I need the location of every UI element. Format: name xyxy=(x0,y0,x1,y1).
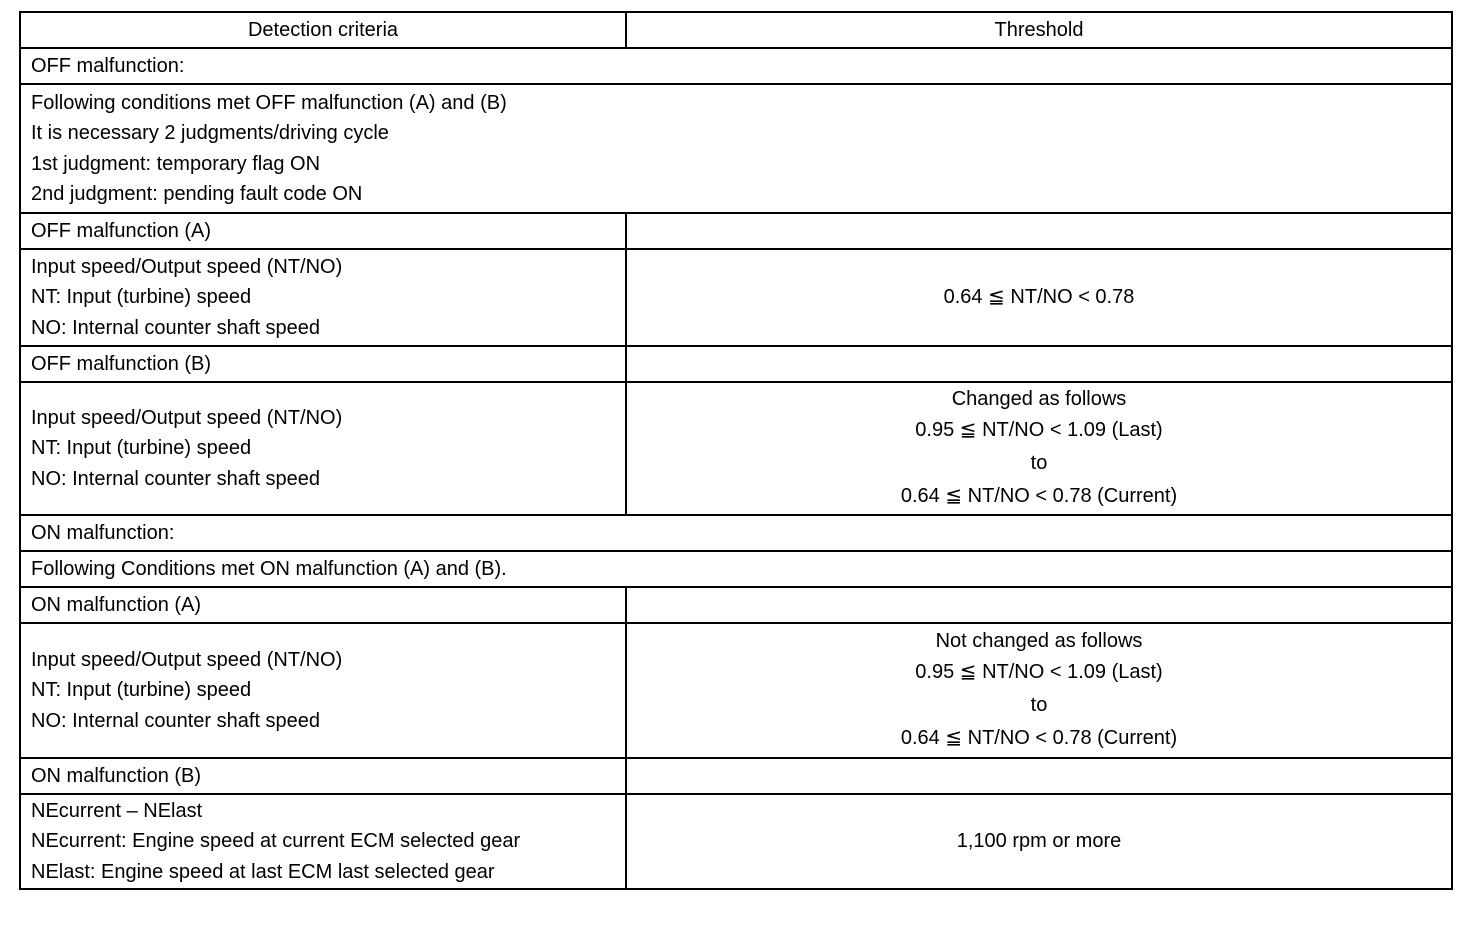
threshold-line: 0.95 ≦ NT/NO < 1.09 (Last) xyxy=(915,661,1163,683)
detection-criteria-table xyxy=(19,11,1453,890)
on-malfunction-section-row xyxy=(20,515,1452,551)
off-b-criteria xyxy=(20,382,626,515)
criteria-line: NEcurrent: Engine speed at current ECM selected gear xyxy=(31,830,521,853)
on-conditions-row xyxy=(20,551,1452,587)
off-b-title-blank xyxy=(626,346,1452,382)
on-a-title-row xyxy=(20,587,1452,623)
off-b-title-row xyxy=(20,346,1452,382)
threshold-line: Changed as follows xyxy=(951,388,1127,410)
criteria-line: NElast: Engine speed at last ECM last selected gear xyxy=(31,860,495,883)
on-conditions: Following Conditions met ON malfunction (A) and (B). xyxy=(20,551,1452,587)
on-malfunction-title: ON malfunction: xyxy=(20,515,1452,551)
threshold-line: to xyxy=(1030,452,1048,474)
criteria-line: NEcurrent – NElast xyxy=(31,799,203,822)
off-malfunction-title: OFF malfunction: xyxy=(20,48,1452,84)
threshold-line: Not changed as follows xyxy=(935,630,1143,652)
threshold-line: 0.64 ≦ NT/NO < 0.78 xyxy=(943,286,1135,308)
off-condition-line: It is necessary 2 judgments/driving cycle xyxy=(31,122,389,144)
criteria-line: Input speed/Output speed (NT/NO) xyxy=(31,406,343,429)
criteria-line: NT: Input (turbine) speed xyxy=(31,679,252,702)
on-a-title: ON malfunction (A) xyxy=(20,587,626,623)
threshold-line: 0.64 ≦ NT/NO < 0.78 (Current) xyxy=(900,727,1178,749)
on-b-title-row xyxy=(20,758,1452,794)
criteria-line: Input speed/Output speed (NT/NO) xyxy=(31,255,343,278)
on-a-threshold xyxy=(626,623,1452,758)
off-a-title-blank xyxy=(626,213,1452,249)
on-a-title-blank xyxy=(626,587,1452,623)
on-b-row xyxy=(20,794,1452,889)
on-b-criteria xyxy=(20,794,626,889)
off-b-row xyxy=(20,382,1452,515)
criteria-line: NO: Internal counter shaft speed xyxy=(31,709,321,732)
on-b-title-blank xyxy=(626,758,1452,794)
off-a-row xyxy=(20,249,1452,346)
off-a-title-row xyxy=(20,213,1452,249)
off-b-title: OFF malfunction (B) xyxy=(20,346,626,382)
off-a-threshold xyxy=(626,249,1452,346)
on-b-threshold xyxy=(626,794,1452,889)
threshold-line: 1,100 rpm or more xyxy=(956,830,1122,852)
off-a-title: OFF malfunction (A) xyxy=(20,213,626,249)
criteria-line: Input speed/Output speed (NT/NO) xyxy=(31,648,343,671)
threshold-line: 0.64 ≦ NT/NO < 0.78 (Current) xyxy=(900,485,1178,507)
off-malfunction-section-row xyxy=(20,48,1452,84)
criteria-line: NT: Input (turbine) speed xyxy=(31,437,252,460)
off-condition-line: 2nd judgment: pending fault code ON xyxy=(31,183,363,205)
on-a-criteria xyxy=(20,623,626,758)
header-threshold: Threshold xyxy=(626,12,1452,48)
off-condition-line: 1st judgment: temporary flag ON xyxy=(31,152,321,175)
criteria-line: NO: Internal counter shaft speed xyxy=(31,316,321,339)
threshold-line: 0.95 ≦ NT/NO < 1.09 (Last) xyxy=(915,419,1163,441)
criteria-line: NT: Input (turbine) speed xyxy=(31,286,252,309)
off-a-criteria xyxy=(20,249,626,346)
off-condition-line: Following conditions met OFF malfunction (A) and (B) xyxy=(31,91,507,114)
on-b-title: ON malfunction (B) xyxy=(20,758,626,794)
off-conditions-row xyxy=(20,84,1452,213)
criteria-line: NO: Internal counter shaft speed xyxy=(31,467,321,490)
threshold-line: to xyxy=(1030,694,1048,716)
header-row xyxy=(20,12,1452,48)
off-conditions-cell xyxy=(20,84,1452,213)
on-a-row xyxy=(20,623,1452,758)
off-b-threshold xyxy=(626,382,1452,515)
header-detection-criteria: Detection criteria xyxy=(20,12,626,48)
